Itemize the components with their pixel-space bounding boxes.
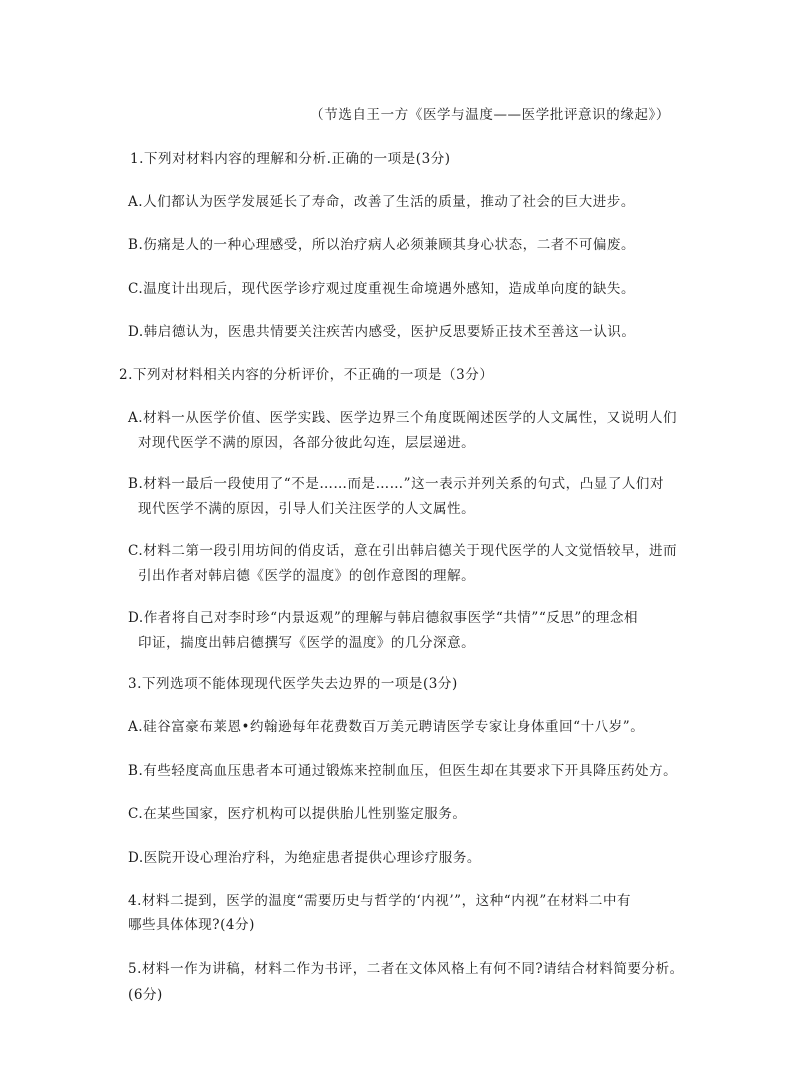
- question-1-option-b: B.伤痛是人的一种心理感受，所以治疗病人必须兼顾其身心状态，二者不可偏废。: [128, 237, 636, 253]
- question-2-option-a-line1: A.材料一从医学价值、医学实践、医学边界三个角度既阐述医学的人文属性，又说明人们: [128, 410, 678, 426]
- question-3-option-a: A.硅谷富豪布莱恩•约翰逊每年花费数百万美元聘请医学专家让身体重回“十八岁”。: [128, 719, 645, 735]
- question-5-line2: (6分): [128, 987, 163, 1003]
- question-5-line1: 5.材料一作为讲稿，材料二作为书评，二者在文体风格上有何不同?请结合材料简要分析。: [128, 961, 684, 977]
- question-2-stem: 2.下列对材料相关内容的分析评价，不正确的一项是（3分）: [119, 367, 494, 383]
- question-1-option-c: C.温度计出现后，现代医学诊疗观过度重视生命境遇外感知，造成单向度的缺失。: [128, 281, 635, 297]
- question-2-option-c-line1: C.材料二第一段引用坊间的俏皮话，意在引出韩启德关于现代医学的人文觉悟较早，进而: [128, 543, 678, 559]
- question-3-stem: 3.下列选项不能体现现代医学失去边界的一项是(3分): [128, 676, 458, 692]
- question-2-option-a-line2: 对现代医学不满的原因，各部分彼此勾连，层层递进。: [138, 435, 476, 451]
- question-1-option-d: D.韩启德认为，医患共情要关注疾苦内感受，医护反思要矫正技术至善这一认识。: [128, 324, 636, 340]
- question-1-stem: 1.下列对材料内容的理解和分析.正确的一项是(3分): [130, 151, 451, 167]
- source-citation: （节选自王一方《医学与温度——医学批评意识的缘起》）: [310, 107, 670, 123]
- question-2-option-d-line2: 印证，揣度出韩启德撰写《医学的温度》的几分深意。: [138, 635, 476, 651]
- question-2-option-b-line2: 现代医学不满的原因，引导人们关注医学的人文属性。: [138, 501, 476, 517]
- question-3-option-c: C.在某些国家，医疗机构可以提供胎儿性别鉴定服务。: [128, 806, 467, 822]
- question-2-option-d-line1: D.作者将自己对李时珍“内景返观”的理解与韩启德叙事医学“共情”“反思”的理念相: [128, 610, 639, 626]
- question-3-option-b: B.有些轻度高血压患者本可通过锻炼来控制血压，但医生却在其要求下开具降压药处方。: [128, 763, 678, 779]
- question-3-option-d: D.医院开设心理治疗科，为绝症患者提供心理诊疗服务。: [128, 850, 481, 866]
- question-2-option-b-line1: B.材料一最后一段使用了“不是……而是……”这一表示并列关系的句式，凸显了人们对: [128, 476, 665, 492]
- question-1-option-a: A.人们都认为医学发展延长了寿命，改善了生活的质量，推动了社会的巨大进步。: [128, 194, 635, 210]
- question-4-line1: 4.材料二提到，医学的温度“需要历史与哲学的‘内视’”，这种“内视”在材料二中有: [128, 893, 632, 909]
- question-4-line2: 哪些具体体现?(4分): [128, 917, 255, 933]
- question-2-option-c-line2: 引出作者对韩启德《医学的温度》的创作意图的理解。: [138, 568, 476, 584]
